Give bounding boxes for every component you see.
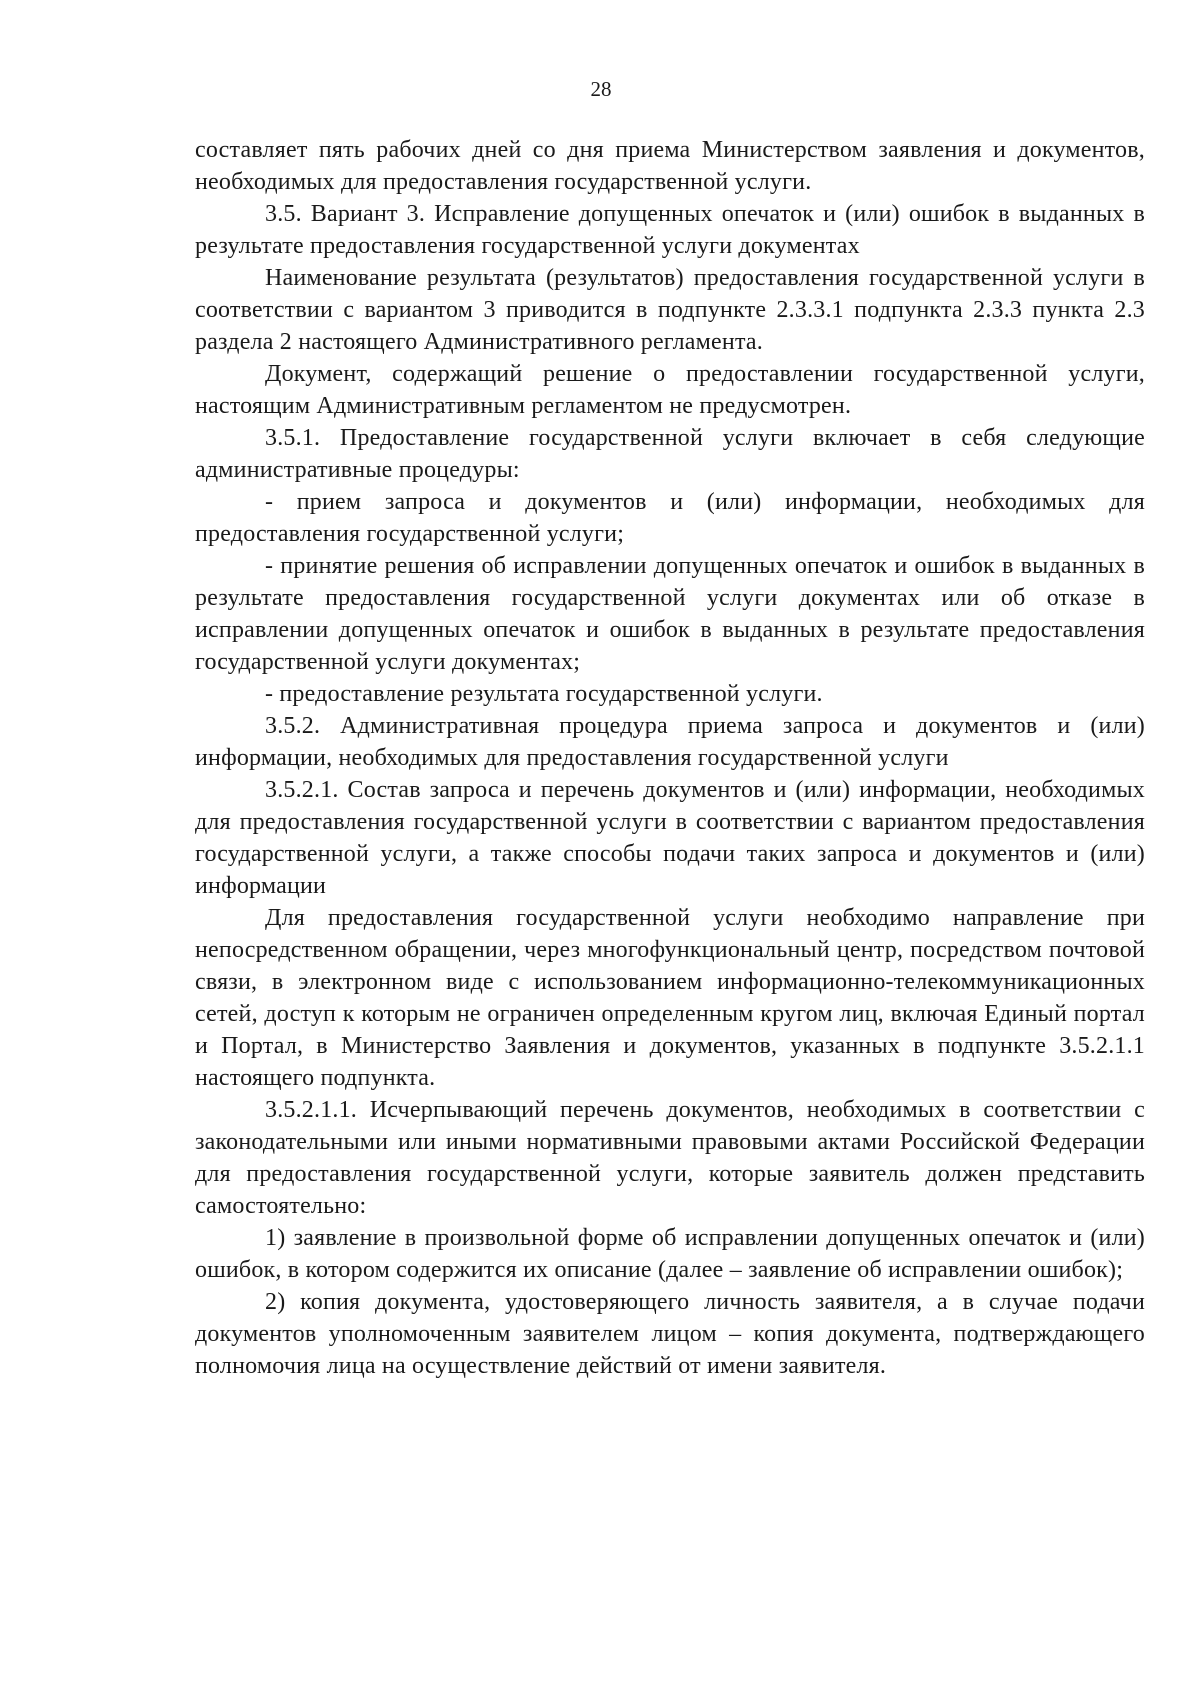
paragraph-decision-document: Документ, содержащий решение о предоставлении государственной услуги, настоящим Административным регламентом не предусмотрен.: [195, 361, 1145, 419]
page-number: [0, 76, 1130, 102]
list-item-document-2: 2) копия документа, удостоверяющего личность заявителя, а в случае подачи документов уполномоченным заявителем лицом – копия документа, подтверждающего полномочия лица на осуществление действий от имени заявителя.: [195, 1289, 1145, 1379]
paragraph-section-3-5-heading: 3.5. Вариант 3. Исправление допущенных опечаток и (или) ошибок в выданных в результате предоставления государственной услуги документах: [195, 201, 1145, 259]
paragraph-submission-methods: Для предоставления государственной услуги необходимо направление при непосредственном обращении, через многофункциональный центр, посредством почтовой связи, в электронном виде с использованием информационно-телекоммуникационных сетей, доступ к которым не ограничен определенным кругом лиц, включая Единый портал и Портал, в Министерство Заявления и документов, указанных в подпункте 3.5.2.1.1 настоящего подпункта.: [195, 905, 1145, 1091]
list-item-procedure-2: - принятие решения об исправлении допущенных опечаток и ошибок в выданных в результате предоставления государственной услуги документах или об отказе в исправлении допущенных опечаток и ошибок в выданных в результате предоставления государственной услуги документах;: [195, 553, 1145, 675]
list-item-procedure-1: - прием запроса и документов и (или) информации, необходимых для предоставления государственной услуги;: [195, 489, 1145, 547]
list-item-document-1: 1) заявление в произвольной форме об исправлении допущенных опечаток и (или) ошибок, в котором содержится их описание (далее – заявление об исправлении ошибок);: [195, 1225, 1145, 1283]
document-body: [195, 134, 1145, 1382]
paragraph-continuation: составляет пять рабочих дней со дня приема Министерством заявления и документов, необходимых для предоставления государственной услуги.: [195, 137, 1145, 195]
list-item-procedure-3: - предоставление результата государственной услуги.: [265, 681, 823, 707]
paragraph-3-5-2-heading: 3.5.2. Административная процедура приема запроса и документов и (или) информации, необходимых для предоставления государственной услуги: [195, 713, 1145, 771]
page-number-text: 28: [590, 77, 612, 101]
paragraph-3-5-2-1-1: 3.5.2.1.1. Исчерпывающий перечень документов, необходимых в соответствии с законодательными или иными нормативными правовыми актами Российской Федерации для предоставления государственной услуги, которые заявитель должен представить самостоятельно:: [195, 1097, 1145, 1219]
paragraph-3-5-1: 3.5.1. Предоставление государственной услуги включает в себя следующие административные процедуры:: [195, 425, 1145, 483]
paragraph-3-5-2-1-heading: 3.5.2.1. Состав запроса и перечень документов и (или) информации, необходимых для предоставления государственной услуги в соответствии с вариантом предоставления государственной услуги, а также способы подачи таких запроса и документов и (или) информации: [195, 777, 1145, 899]
paragraph-result-name: Наименование результата (результатов) предоставления государственной услуги в соответствии с вариантом 3 приводится в подпункте 2.3.3.1 подпункта 2.3.3 пункта 2.3 раздела 2 настоящего Административного регламента.: [195, 265, 1145, 355]
